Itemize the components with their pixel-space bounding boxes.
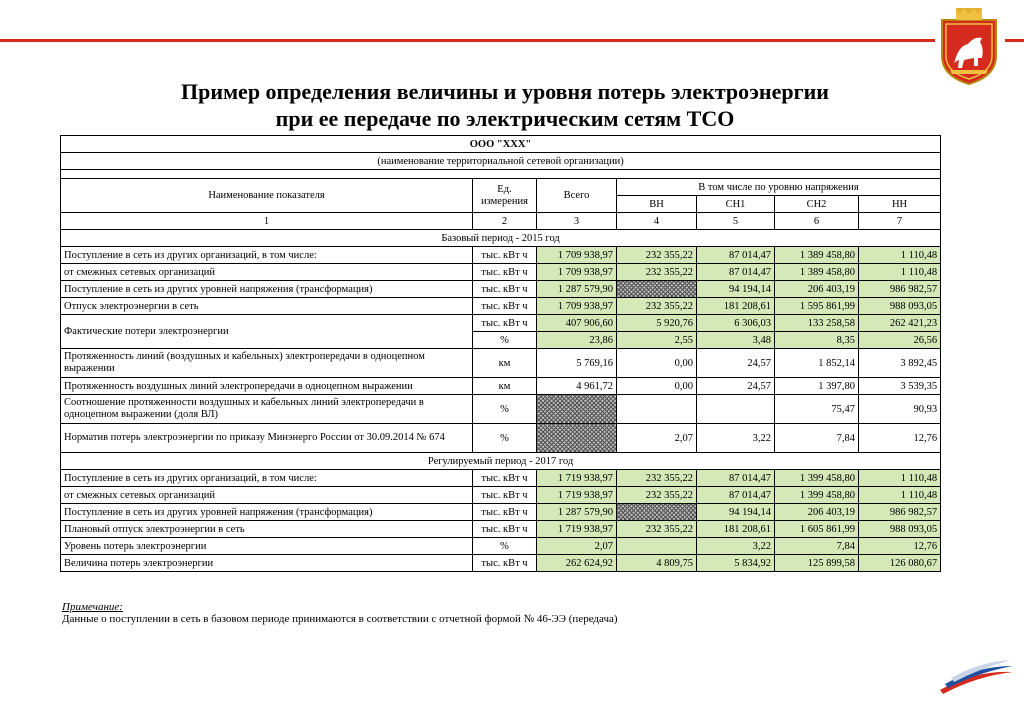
table-row: от смежных сетевых организаций тыс. кВт ч 1 719 938,97 232 355,22 87 014,47 1 399 458,80 1 110,48 <box>61 487 941 504</box>
header-sn2: СН2 <box>775 196 859 213</box>
col-num: 4 <box>617 213 697 230</box>
org-caption: (наименование территориальной сетевой организации) <box>61 153 941 170</box>
hatched-cell <box>537 424 617 453</box>
header-sn1: СН1 <box>697 196 775 213</box>
table-row: Норматив потерь электроэнергии по приказу Минэнерго России от 30.09.2014 № 674 % 2,07 3,22 7,84 12,76 <box>61 424 941 453</box>
table-row: Уровень потерь электроэнергии % 2,07 3,22 7,84 12,76 <box>61 538 941 555</box>
note-label: Примечание: <box>62 601 123 613</box>
base-period-label: Базовый период - 2015 год <box>61 230 941 247</box>
coat-of-arms-icon <box>936 6 1002 86</box>
header-vn: ВН <box>617 196 697 213</box>
hatched-cell <box>617 281 697 298</box>
table-row: Величина потерь электроэнергии тыс. кВт ч 262 624,92 4 809,75 5 834,92 125 899,58 126 080,67 <box>61 555 941 572</box>
table-row: Плановый отпуск электроэнергии в сеть тыс. кВт ч 1 719 938,97 232 355,22 181 208,61 1 605 861,99 988 093,05 <box>61 521 941 538</box>
table-row: Протяженность воздушных линий электропередачи в одноцепном выражении км 4 961,72 0,00 24,57 1 397,80 3 539,35 <box>61 378 941 395</box>
note-text: Данные о поступлении в сеть в базовом периоде принимаются в соответствии с отчетной формой № 46-ЭЭ (передача) <box>62 613 618 625</box>
table-row: Поступление в сеть из других организаций, в том числе: тыс. кВт ч 1 719 938,97 232 355,22 87 014,47 1 399 458,80 1 110,48 <box>61 470 941 487</box>
header-red-line-right <box>1005 39 1024 42</box>
spacer <box>61 170 941 179</box>
header-nn: НН <box>859 196 941 213</box>
table-row: Поступление в сеть из других уровней напряжения (трансформация) тыс. кВт ч 1 287 579,90 94 194,14 206 403,19 986 982,57 <box>61 281 941 298</box>
org-name: ООО "ХХХ" <box>61 136 941 153</box>
title-line-2: при ее передаче по электрическим сетям ТСО <box>275 106 735 131</box>
table-row: Фактические потери электроэнергии тыс. кВт ч 407 906,60 5 920,76 6 306,03 133 258,58 262 421,23 <box>61 315 941 332</box>
col-num: 3 <box>537 213 617 230</box>
table-row: Соотношение протяженности воздушных и кабельных линий электропередачи в одноцепном выражении (доля ВЛ) % 75,47 90,93 <box>61 395 941 424</box>
col-num: 5 <box>697 213 775 230</box>
hatched-cell <box>537 395 617 424</box>
hatched-cell <box>617 504 697 521</box>
header-red-line <box>0 39 935 42</box>
header-by-voltage: В том числе по уровню напряжения <box>617 179 941 196</box>
table-row: от смежных сетевых организаций тыс. кВт ч 1 709 938,97 232 355,22 87 014,47 1 389 458,80 1 110,48 <box>61 264 941 281</box>
title-line-1: Пример определения величины и уровня потерь электроэнергии <box>181 79 829 104</box>
table-row: % 23,86 2,55 3,48 8,35 26,56 <box>61 332 941 349</box>
page-title <box>120 78 890 132</box>
table-row: Поступление в сеть из других организаций, в том числе: тыс. кВт ч 1 709 938,97 232 355,22 87 014,47 1 389 458,80 1 110,48 <box>61 247 941 264</box>
flag-swoosh-icon <box>935 652 1015 702</box>
col-num: 1 <box>61 213 473 230</box>
table-row: Поступление в сеть из других уровней напряжения (трансформация) тыс. кВт ч 1 287 579,90 94 194,14 206 403,19 986 982,57 <box>61 504 941 521</box>
header-total: Всего <box>537 179 617 213</box>
table-row: Отпуск электроэнергии в сеть тыс. кВт ч 1 709 938,97 232 355,22 181 208,61 1 595 861,99 988 093,05 <box>61 298 941 315</box>
note <box>62 601 618 625</box>
col-num: 7 <box>859 213 941 230</box>
reg-period-label: Регулируемый период - 2017 год <box>61 453 941 470</box>
header-unit: Ед. измерения <box>473 179 537 213</box>
header-indicator: Наименование показателя <box>61 179 473 213</box>
losses-table <box>60 135 941 572</box>
table-row: Протяженность линий (воздушных и кабельных) электропередачи в одноцепном выражении км 5 769,16 0,00 24,57 1 852,14 3 892,45 <box>61 349 941 378</box>
col-num: 6 <box>775 213 859 230</box>
col-num: 2 <box>473 213 537 230</box>
